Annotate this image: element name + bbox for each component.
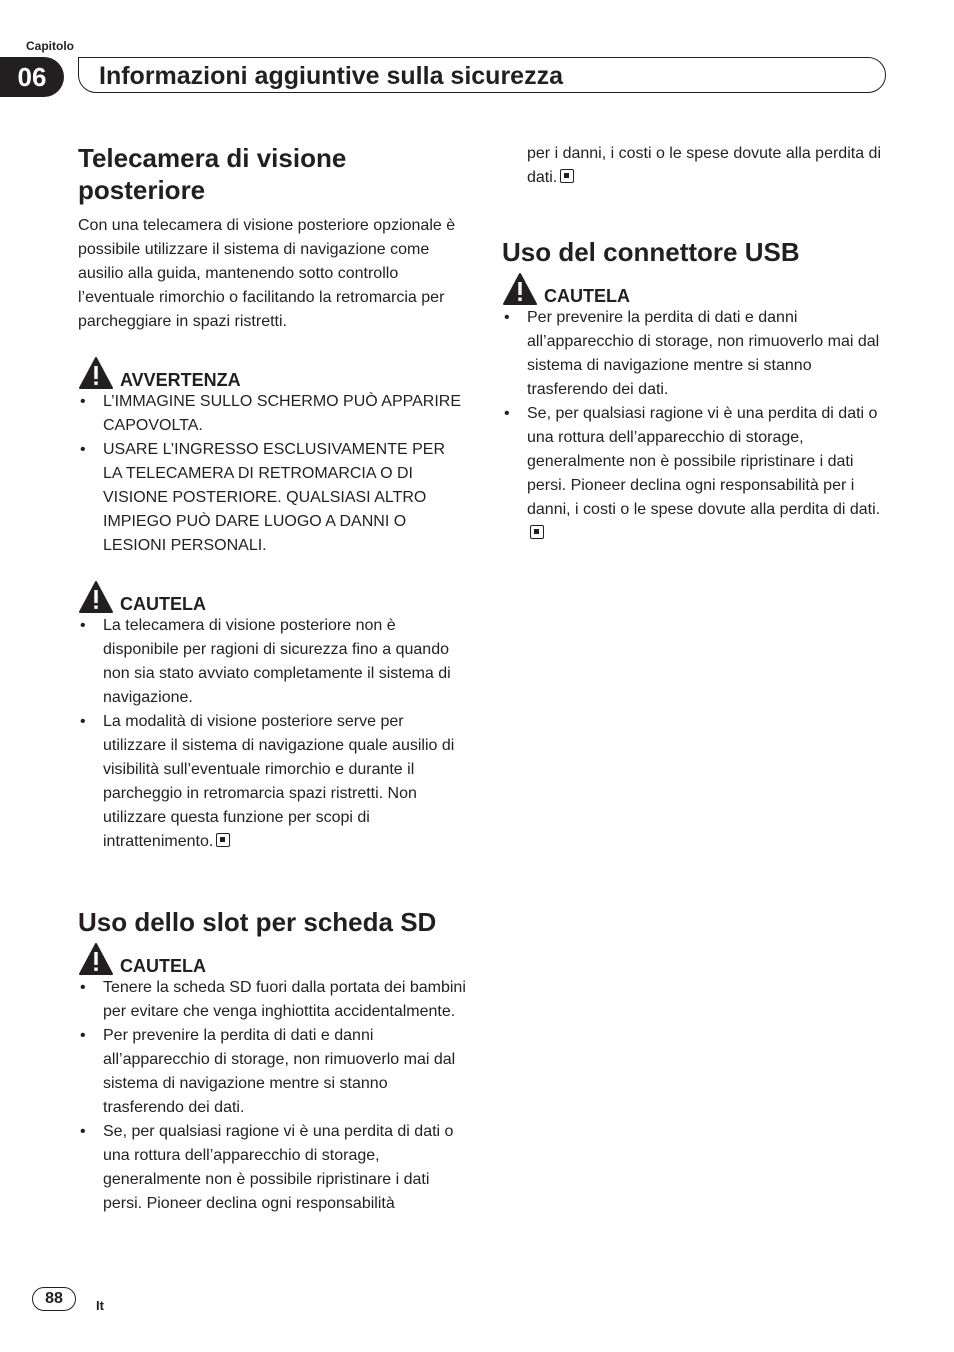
page-number: 88: [32, 1287, 76, 1311]
list-item-text: Se, per qualsiasi ragione vi è una perdita di dati o una rottura dell’apparecchio di storage, generalmente non è possibile ripristinare i dati persi. Pioneer declina ogni responsabilità per i danni, i costi o le spese dovute alla perdita di dati.: [527, 405, 881, 518]
right-column: [502, 142, 892, 546]
caution-label: CAUTELA: [120, 594, 206, 614]
usb-caution-list: [502, 306, 892, 546]
chapter-title: Informazioni aggiuntive sulla sicurezza: [78, 57, 886, 93]
sd-continuation: [502, 142, 892, 190]
warning-label: AVVERTENZA: [120, 370, 241, 390]
list-item: [78, 710, 468, 854]
list-item: • La telecamera di visione posteriore non è disponibile per ragioni di sicurezza fino a quando non sia stato avviato completamente il sistema di navigazione.: [78, 614, 468, 710]
camera-warning-list: [78, 390, 468, 558]
list-item: • Per prevenire la perdita di dati e danni all’apparecchio di storage, non rimuoverlo mai dal sistema di navigazione mentre si stanno trasferendo dei dati.: [502, 306, 892, 402]
list-item: • USARE L’INGRESSO ESCLUSIVAMENTE PER LA TELECAMERA DI RETROMARCIA O DI VISIONE POSTERIORE. QUALSIASI ALTRO IMPIEGO PUÒ DARE LUOGO A DANNI O LESIONI PERSONALI.: [78, 438, 468, 558]
end-of-section-icon: [216, 833, 230, 847]
list-item: • Tenere la scheda SD fuori dalla portata dei bambini per evitare che venga inghiottita accidentalmente.: [78, 976, 468, 1024]
sd-continuation-text: per i danni, i costi o le spese dovute alla perdita di dati.: [527, 145, 881, 186]
language-code: It: [96, 1298, 104, 1313]
camera-title-line1: Telecamera di visione: [78, 143, 347, 173]
caution-triangle-icon: [78, 942, 114, 976]
end-of-section-icon: [560, 169, 574, 183]
camera-caution-list: [78, 614, 468, 854]
caution-triangle-icon: [78, 580, 114, 614]
list-item: [502, 402, 892, 546]
sd-caution-heading: [78, 942, 468, 976]
left-column: [78, 142, 468, 1216]
caution-label: CAUTELA: [544, 286, 630, 306]
caution-triangle-icon: [502, 272, 538, 306]
warning-triangle-icon: [78, 356, 114, 390]
camera-caution-heading: [78, 580, 468, 614]
camera-section-title: [78, 142, 468, 206]
usb-caution-heading: [502, 272, 892, 306]
chapter-label: Capitolo: [26, 39, 74, 53]
sd-section-title: Uso dello slot per scheda SD: [78, 907, 437, 937]
end-of-section-icon: [530, 525, 544, 539]
camera-intro: Con una telecamera di visione posteriore opzionale è possibile utilizzare il sistema di navigazione come ausilio alla guida, mantenendo sotto controllo l’eventuale rimorchio o facilitando la retromarcia per parcheggiare in spazi ristretti.: [78, 217, 456, 330]
chapter-number-badge: 06: [0, 57, 64, 97]
list-item: • Per prevenire la perdita di dati e danni all’apparecchio di storage, non rimuoverlo mai dal sistema di navigazione mentre si stanno trasferendo dei dati.: [78, 1024, 468, 1120]
list-item: • L’IMMAGINE SULLO SCHERMO PUÒ APPARIRE CAPOVOLTA.: [78, 390, 468, 438]
camera-title-line2: posteriore: [78, 175, 206, 205]
list-item-text: La modalità di visione posteriore serve per utilizzare il sistema di navigazione quale ausilio di visibilità sull’eventuale rimorchio e durante il parcheggio in retromarcia spazi ristretti. Non utilizzare questa funzione per scopi di intrattenimento.: [103, 713, 455, 850]
caution-label: CAUTELA: [120, 956, 206, 976]
list-item: • Se, per qualsiasi ragione vi è una perdita di dati o una rottura dell’apparecchio di storage, generalmente non è possibile ripristinare i dati persi. Pioneer declina ogni responsabilità: [78, 1120, 468, 1216]
camera-warning-heading: [78, 356, 468, 390]
sd-caution-list: [78, 976, 468, 1216]
usb-section-title: Uso del connettore USB: [502, 237, 800, 267]
